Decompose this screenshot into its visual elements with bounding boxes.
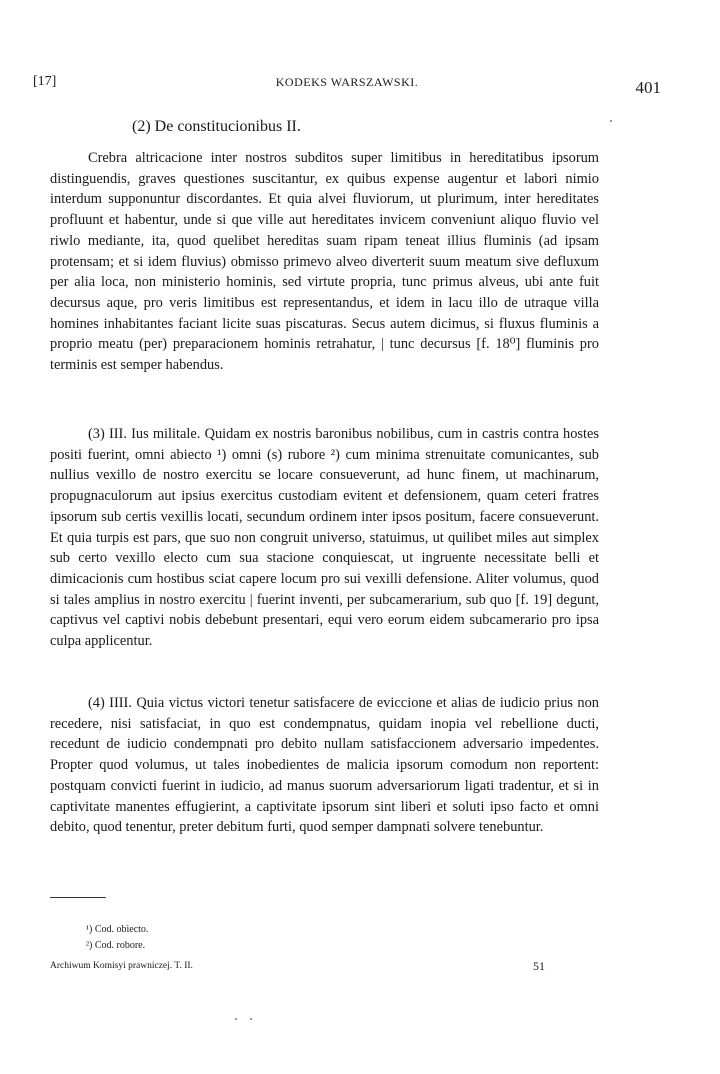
paragraph-constitution-4	[50, 693, 599, 838]
footnote-1: ¹) Cod. obiecto.	[86, 924, 149, 935]
page-number: 401	[635, 78, 661, 97]
paragraph-text: Crebra altricacione inter nostros subditos super limitibus in hereditatibus ipsorum distinguendis, graves questiones suscitantur, ex quibus expense augentur et labori nimio interdum supponuntur discordantes. Et quia alvei fluviorum, ut plurimum, inter hereditates profluunt et habentur, unde si que ville aut hereditates invicem conveniunt aliquo fluvio vel riwlo mediante, ita, quod quelibet hereditas suam ripam teneat illius fluminis (ad ipsam protensam; et si idem fluvius) obmisso primevo alveo diverterit suum meatum sive defluxum per alia loca, non ministerio hominis, sed virtute propria, tunc primus alveus, ubi ante fuit decursus aque, pro veris limitibus est representandus, et idem in lacu illo de utraque villa homines inhabitantes faciant licite suas piscaturas. Secus autem dicimus, si fluxus fluminis a proprio meatu (per) preparacionem hominis retrahatur, | tunc decursus [f. 18⁰] fluminis pro terminis est semper habendus.	[50, 150, 599, 374]
running-header	[33, 74, 661, 98]
paragraph-text: (4) IIII. Quia victus victori tenetur satisfacere de eviccione et alias de iudicio prius non recedere, nisi satisfaciat, in quo est condempnatus, quidam inopia vel rebellione ducti, recedunt de iudicio condempnati pro debito nullam satisfaccionem adversario impedentes. Propter quod volumus, ut tales inobedientes de malicia ipsorum comodum non reportent: postquam convicti fuerint in iudicio, ad manus suorum adversariorum ligati tradentur, et si in captivitate manentes effugierint, a captivitate ipsorum sint liberi et soluti ipso facto et omni debito, quod tenentur, preter debitum furti, quod semper dampnati solvere tenebuntur.	[50, 695, 599, 836]
running-title: KODEKS WARSZAWSKI.	[275, 75, 419, 89]
print-speck	[610, 120, 612, 122]
print-speck	[250, 1018, 252, 1020]
header-signature: [17]	[33, 74, 57, 89]
page-footer	[50, 961, 599, 975]
paragraph-constitution-2	[50, 148, 599, 376]
paragraph-text: (3) III. Ius militale. Quidam ex nostris baronibus nobilibus, cum in castris contra hostes positi fuerint, omni abiecto ¹) omni (s) rubore ²) cum minima strenuitate comunicantes, sub nullius vexillo de nostro exercitu se locare consueverunt, ad hunc finem, ut machinarum, propugnaculorum aut ipsius exercitus custodiam evitent et defensionem, quam ceteri fratres ipsorum sub certis vexillis locati, secundum ordinem inter ipsos positum, facere consueverunt. Et quia turpis est pars, que suo non congruit universo, statuimus, ut quilibet miles aut simplex sub certo vexillo electo cum sua stacione conquiescat, ut ingruente necessitate belli et dimicacionis cum hostibus sciat capere locum pro sui vexilli defensione. Aliter volumus, quod si tales amplius in nostro exercitu | fuerint inventi, per subcamerarium, sub quo [f. 19] degunt, captivus vel captivi nobis debebunt presentari, equi vero eorum eidem subcamerario pro ipsa culpa applicentur.	[50, 426, 599, 650]
footnote-2: ²) Cod. robore.	[86, 940, 146, 951]
footnote-divider	[50, 897, 106, 898]
footer-source: Archiwum Komisyi prawniczej. T. II.	[50, 961, 193, 971]
print-speck	[235, 1018, 237, 1020]
paragraph-constitution-3	[50, 424, 599, 652]
footnotes	[86, 922, 148, 954]
section-title: (2) De constitucionibus II.	[132, 118, 301, 135]
footer-signature: 51	[533, 959, 545, 973]
